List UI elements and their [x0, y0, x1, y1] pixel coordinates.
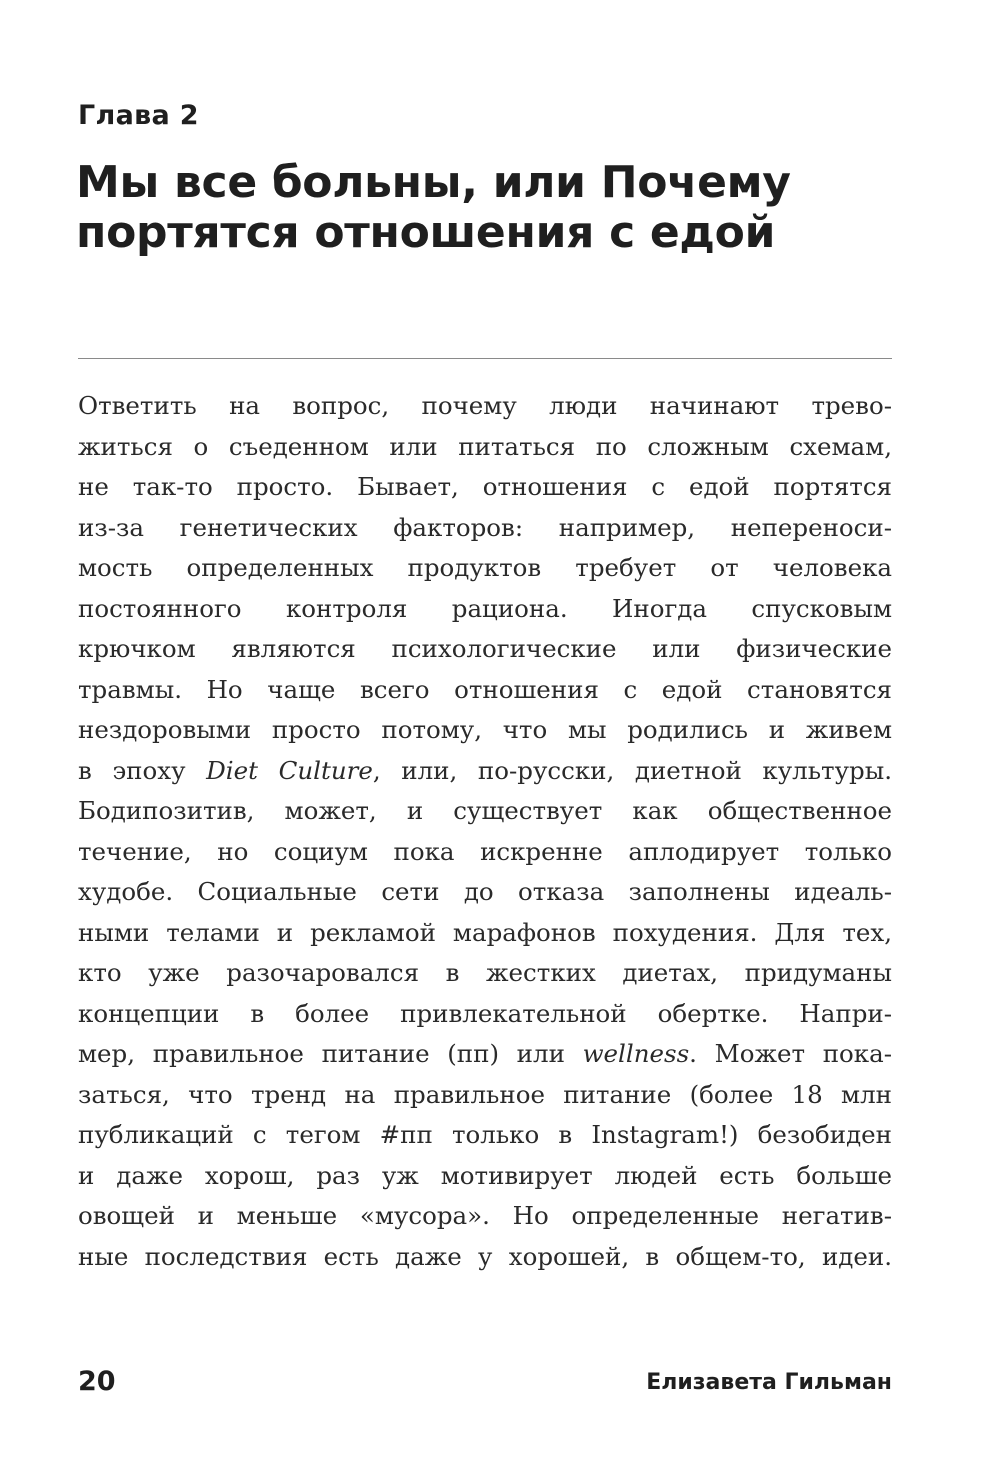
text-line: мость определенных продуктов требует от человека — [78, 553, 892, 582]
text-line: овощей и меньше «мусора». Но определенные негатив- — [78, 1201, 893, 1230]
text-line: Ответить на вопрос, почему люди начинают трево- — [78, 391, 893, 420]
text-segment: . Может пока- — [689, 1039, 892, 1068]
text-line: постоянного контроля рациона. Иногда спусковым — [78, 593, 893, 623]
text-line: концепции в более привлекательной обертке. Напри- — [78, 998, 892, 1028]
italic-term: Diet Culture — [206, 755, 373, 785]
text-line: ными телами и рекламой марафонов похудения. Для тех, — [78, 917, 893, 947]
text-line — [78, 1034, 892, 1075]
text-line: кто уже разочаровался в жестких диетах, придуманы — [78, 958, 892, 987]
text-line: крючком являются психологические или физические — [78, 634, 893, 663]
text-line: не так-то просто. Бывает, отношения с едой портятся — [78, 472, 893, 501]
italic-term: wellness — [582, 1039, 690, 1068]
text-segment: в эпоху — [78, 755, 207, 785]
text-line: публикаций с тегом #пп только в Instagram!) безобиден — [78, 1120, 892, 1149]
text-line: нездоровыми просто потому, что мы родились и живем — [78, 715, 893, 744]
text-line — [78, 751, 892, 792]
text-line: житься о съеденном или питаться по сложным схемам, — [78, 431, 892, 461]
section-divider — [78, 358, 892, 359]
text-segment: мер, правильное питание (пп) или — [78, 1039, 583, 1068]
text-line: травмы. Но чаще всего отношения с едой становятся — [78, 674, 892, 704]
chapter-title-line: портятся отношения с едой — [76, 207, 776, 258]
text-line: и даже хорош, раз уж мотивирует людей есть больше — [78, 1160, 892, 1190]
text-line: течение, но социум пока искренне аплодирует только — [78, 836, 892, 866]
text-segment: , или, по-русски, диетной культуры. — [372, 755, 892, 785]
chapter-title-line: Мы все больны, или Почему — [76, 157, 791, 208]
chapter-label: Глава 2 — [78, 100, 199, 131]
author-name: Елизавета Гильман — [646, 1370, 892, 1395]
page-number: 20 — [78, 1366, 116, 1397]
text-line: ные последствия есть даже у хорошей, в общем-то, идеи. — [78, 1241, 892, 1271]
text-line: Бодипозитив, может, и существует как общественное — [78, 796, 892, 825]
body-paragraph — [78, 386, 892, 1277]
text-line: заться, что тренд на правильное питание (более 18 млн — [78, 1079, 892, 1109]
text-line: худобе. Социальные сети до отказа заполнены идеаль- — [78, 877, 893, 906]
text-line: из-за генетических факторов: например, непереноси- — [78, 512, 893, 542]
chapter-title — [76, 158, 936, 258]
